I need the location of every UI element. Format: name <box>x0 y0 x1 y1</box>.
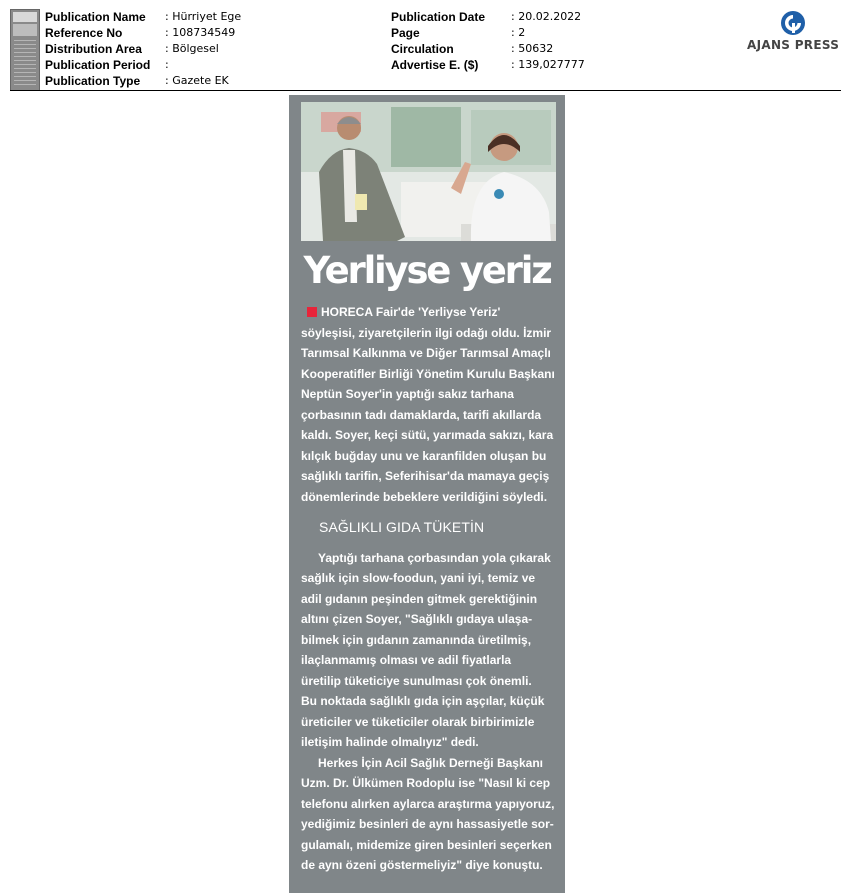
text-line: dönemlerinde bebeklere verildiğini söyledi. <box>301 489 548 504</box>
circulation-row <box>391 41 585 57</box>
ajans-press-logo <box>745 10 841 52</box>
field-label: Distribution Area <box>45 42 142 56</box>
logo-text: AJANS PRESS <box>747 38 840 52</box>
text-line: Bu noktada sağlıklı gıda için aşçılar, küçük <box>301 694 545 708</box>
text-line: üretilip tüketiciye sunulması çok önemli. <box>301 673 532 688</box>
field-label: Publication Date <box>391 10 486 24</box>
header-divider <box>10 90 841 91</box>
field-label: Reference No <box>45 26 123 40</box>
text-line: yediğimiz besinleri de aynı hassasiyetle sor- <box>301 817 554 831</box>
field-label: Publication Name <box>45 10 146 24</box>
text-line: üreticiler ve tüketiciler olarak birbirimizle <box>301 714 535 729</box>
text-line: altını çizen Soyer, "Sağlıklı gıdaya ulaşa- <box>301 612 533 626</box>
text-line: Uzm. Dr. Ülkümen Rodoplu ise "Nasıl ki cep <box>301 776 551 790</box>
text-line: Kooperatifler Birliği Yönetim Kurulu Başkanı <box>301 366 555 381</box>
field-label: Page <box>391 26 420 40</box>
text-line: ilaçlanmamış olması ve adil fiyatlarla <box>301 653 512 667</box>
text-line: adil gıdanın peşinden gitmek gerektiğinin <box>301 591 538 606</box>
text-line: de aynı özeni göstermeliyiz" diye konuştu. <box>301 858 543 872</box>
publication-period-row <box>45 57 241 73</box>
text-line: telefonu alırken aylarca araştırma yapıyoruz, <box>301 796 555 811</box>
red-square-marker <box>307 307 317 317</box>
text-line: sağlıklı tarifin, Seferihisar'da mamaya geçiş <box>301 469 550 483</box>
article-photo <box>301 102 556 241</box>
field-label: Advertise E. ($) <box>391 58 479 72</box>
field-value: : Bölgesel <box>165 42 219 55</box>
field-value: : <box>165 58 169 71</box>
field-value: : Gazete EK <box>165 74 229 87</box>
text-line: sağlık için slow-foodun, yani iyi, temiz ve <box>301 571 536 585</box>
article-body <box>301 302 557 876</box>
paragraph-1-first-line <box>301 302 557 323</box>
field-value: : 108734549 <box>165 26 236 39</box>
ajans-press-logo-icon <box>780 10 806 36</box>
event-photo-illustration <box>301 102 556 241</box>
publication-type-row <box>45 73 241 89</box>
text-line: Neptün Soyer'in yaptığı sakız tarhana <box>301 387 514 401</box>
field-label: Circulation <box>391 42 454 56</box>
field-value: : 139,027777 <box>511 58 585 71</box>
article-headline: Yerliyse yeriz <box>303 249 551 292</box>
field-value: : 50632 <box>511 42 554 55</box>
distribution-area-row <box>45 41 241 57</box>
field-value: : 2 <box>511 26 526 39</box>
text-line: bilmek için gıdanın zamanında üretilmiş, <box>301 632 532 647</box>
page-row <box>391 25 585 41</box>
field-value: : Hürriyet Ege <box>165 10 242 23</box>
field-value: : 20.02.2022 <box>511 10 582 23</box>
publication-name-row <box>45 9 241 25</box>
field-label: Publication Type <box>45 74 141 88</box>
text-line: çorbasının tadı damaklarda, tarifi akıllarda <box>301 407 542 422</box>
publication-date-row <box>391 9 585 25</box>
article-subheading: SAĞLIKLI GIDA TÜKETİN <box>319 519 485 535</box>
text-line: Herkes İçin Acil Sağlık Derneği Başkanı <box>318 755 543 770</box>
text-line: HORECA Fair'de 'Yerliyse Yeriz' <box>321 305 501 319</box>
text-line: söyleşisi, ziyaretçilerin ilgi odağı oldu. İzmir <box>301 325 552 340</box>
text-line: kılçık buğday unu ve karanfilden oluşan bu <box>301 448 547 463</box>
text-line: Yaptığı tarhana çorbasından yola çıkarak <box>318 550 551 565</box>
text-line: kaldı. Soyer, keçi sütü, yarımada sakızı, kara <box>301 428 554 442</box>
publication-info-right <box>391 9 585 73</box>
text-line: iletişim halinde olmalıyız" dedi. <box>301 735 479 749</box>
publication-info-left <box>45 9 241 89</box>
reference-no-row <box>45 25 241 41</box>
news-clipping <box>289 95 565 893</box>
text-line: Tarımsal Kalkınma ve Diğer Tarımsal Amaçlı <box>301 346 551 360</box>
newspaper-thumbnail <box>10 9 40 91</box>
advertise-equivalent-row <box>391 57 585 73</box>
text-line: gulamalı, midemize giren besinleri seçerken <box>301 837 552 852</box>
field-label: Publication Period <box>45 58 151 72</box>
